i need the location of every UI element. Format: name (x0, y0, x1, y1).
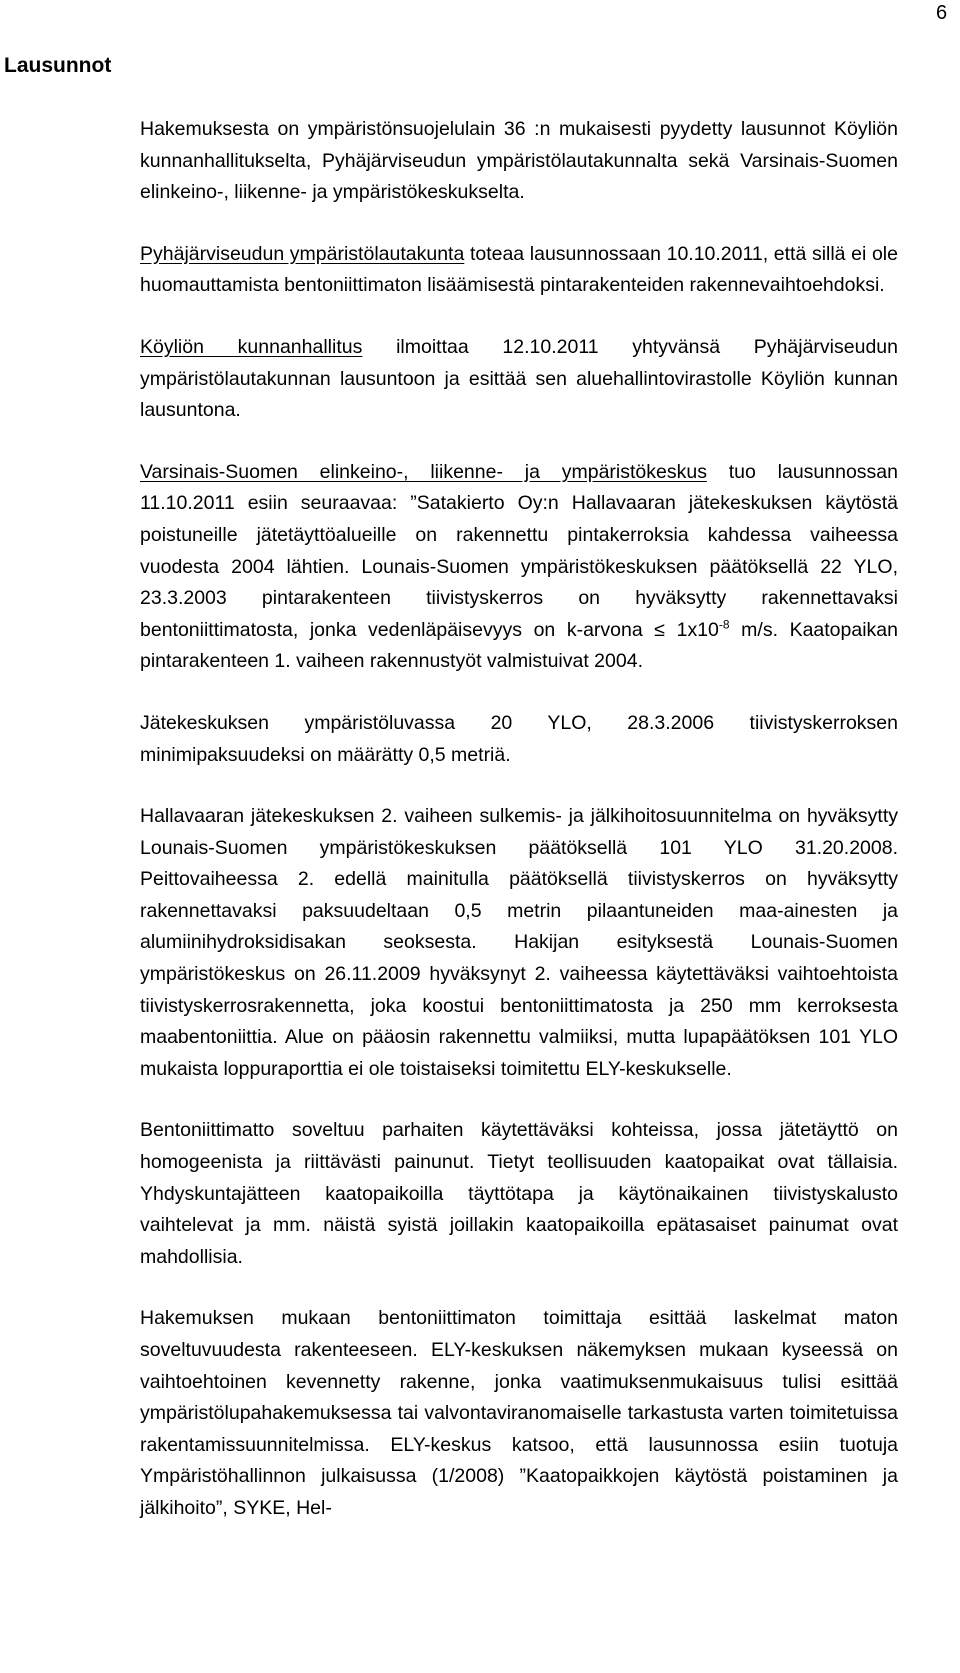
paragraph-environmental-permit: Jätekeskuksen ympäristöluvassa 20 YLO, 28.3.2006 tiivistyskerroksen minimipaksuudeksi on määrätty 0,5 metriä. (140, 711, 898, 766)
exponent: -8 (718, 617, 730, 632)
document-body (140, 114, 898, 1555)
statement-author: Varsinais-Suomen elinkeino-, liikenne- ja ympäristökeskus (140, 460, 707, 483)
statement-text-cont: m/s. Kaatopaikan pintarakenteen 1. vaiheen rakennustyöt valmistuivat 2004. (140, 618, 898, 673)
paragraph-application: Hakemuksen mukaan bentoniittimaton toimittaja esittää laskelmat maton soveltuvuudesta rakenteeseen. ELY-keskuksen näkemyksen mukaan kyseessä on vaihtoehtoinen kevennetty rakenne, jonka vaatimuksenmukaisuus tulisi esittää ympäristölupahakemuksessa tai valvontaviranomaiselle tarkastusta varten toimitetuissa rakentamissuunnitelmissa. ELY-keskus katsoo, että lausunnossa esiin tuotuja Ympäristöhallinnon julkaisussa (1/2008) ”Kaatopaikkojen käytöstä poistaminen ja jälkihoito”, SYKE, Hel- (140, 1307, 898, 1519)
paragraph-hallavaara-plan: Hallavaaran jätekeskuksen 2. vaiheen sulkemis- ja jälkihoitosuunnitelma on hyväksytty Lounais-Suomen ympäristökeskuksen päätöksellä 101 YLO 31.20.2008. Peittovaiheessa 2. edellä mainitulla päätöksellä tiivistyskerros on hyväksytty rakennettavaksi paksuudeltaan 0,5 metrin pilaantuneiden maa-ainesten ja alumiinihydroksidisakan seoksesta. Hakijan esityksestä Lounais-Suomen ympäristökeskus on 26.11.2009 hyväksynyt 2. vaiheessa käytettäväksi vaihtoehtoista tiivistyskerrosrakennetta, joka koostui bentoniittimatosta ja 250 mm kerroksesta maabentoniittia. Alue on pääosin rakennettu valmiiksi, mutta lupapäätöksen 101 YLO mukaista loppuraporttia ei ole toistaiseksi toimitettu ELY-keskukselle. (140, 805, 898, 1080)
section-heading: Lausunnot (4, 54, 112, 77)
paragraph-koylio-statement (140, 332, 898, 427)
paragraph-pyhajarvi-statement (140, 239, 898, 302)
statement-author: Köyliön kunnanhallitus (140, 335, 363, 358)
statement-text: toteaa lausunnossaan 10.10.2011, että sillä ei ole huomauttamista bentoniittimaton lisäämisestä pintarakenteiden rakennevaihtoehdoksi. (140, 242, 898, 297)
page-number: 6 (936, 2, 948, 24)
paragraph-intro: Hakemuksesta on ympäristönsuojelulain 36 :n mukaisesti pyydetty lausunnot Köyliön kunnanhallitukselta, Pyhäjärviseudun ympäristölautakunnalta sekä Varsinais-Suomen elinkeino-, liikenne- ja ympäristökeskukselta. (140, 118, 898, 204)
paragraph-bentonite-suitability: Bentoniittimatto soveltuu parhaiten käytettäväksi kohteissa, jossa jätetäyttö on homogeenista ja riittävästi painunut. Tietyt teollisuuden kaatopaikat ovat tällaisia. Yhdyskuntajätteen kaatopaikoilla täyttötapa ja käytönaikainen tiivistyskalusto vaihtelevat ja mm. näistä syistä joillakin kaatopaikoilla epätasaiset painumat ovat mahdollisia. (140, 1119, 898, 1268)
statement-text: tuo lausunnossan 11.10.2011 esiin seuraavaa: ”Satakierto Oy:n Hallavaaran jätekeskuksen käytöstä poistuneille jätetäyttöalueille on rakennettu pintakerroksia kahdessa vaiheessa vuodesta 2004 lähtien. Lounais-Suomen ympäristökeskuksen päätöksellä 22 YLO, 23.3.2003 pintarakenteen tiivistyskerros on hyväksytty rakennettavaksi bentoniittimatosta, jonka vedenläpäisevyys on k-arvona ≤ 1x10 (140, 460, 898, 641)
statement-author: Pyhäjärviseudun ympäristölautakunta (140, 242, 465, 265)
paragraph-ely-statement (140, 457, 898, 678)
statement-text: ilmoittaa 12.10.2011 yhtyvänsä Pyhäjärviseudun ympäristölautakunnan lausuntoon ja esittää sen aluehallintovirastolle Köyliön kunnan lausuntona. (140, 335, 898, 422)
